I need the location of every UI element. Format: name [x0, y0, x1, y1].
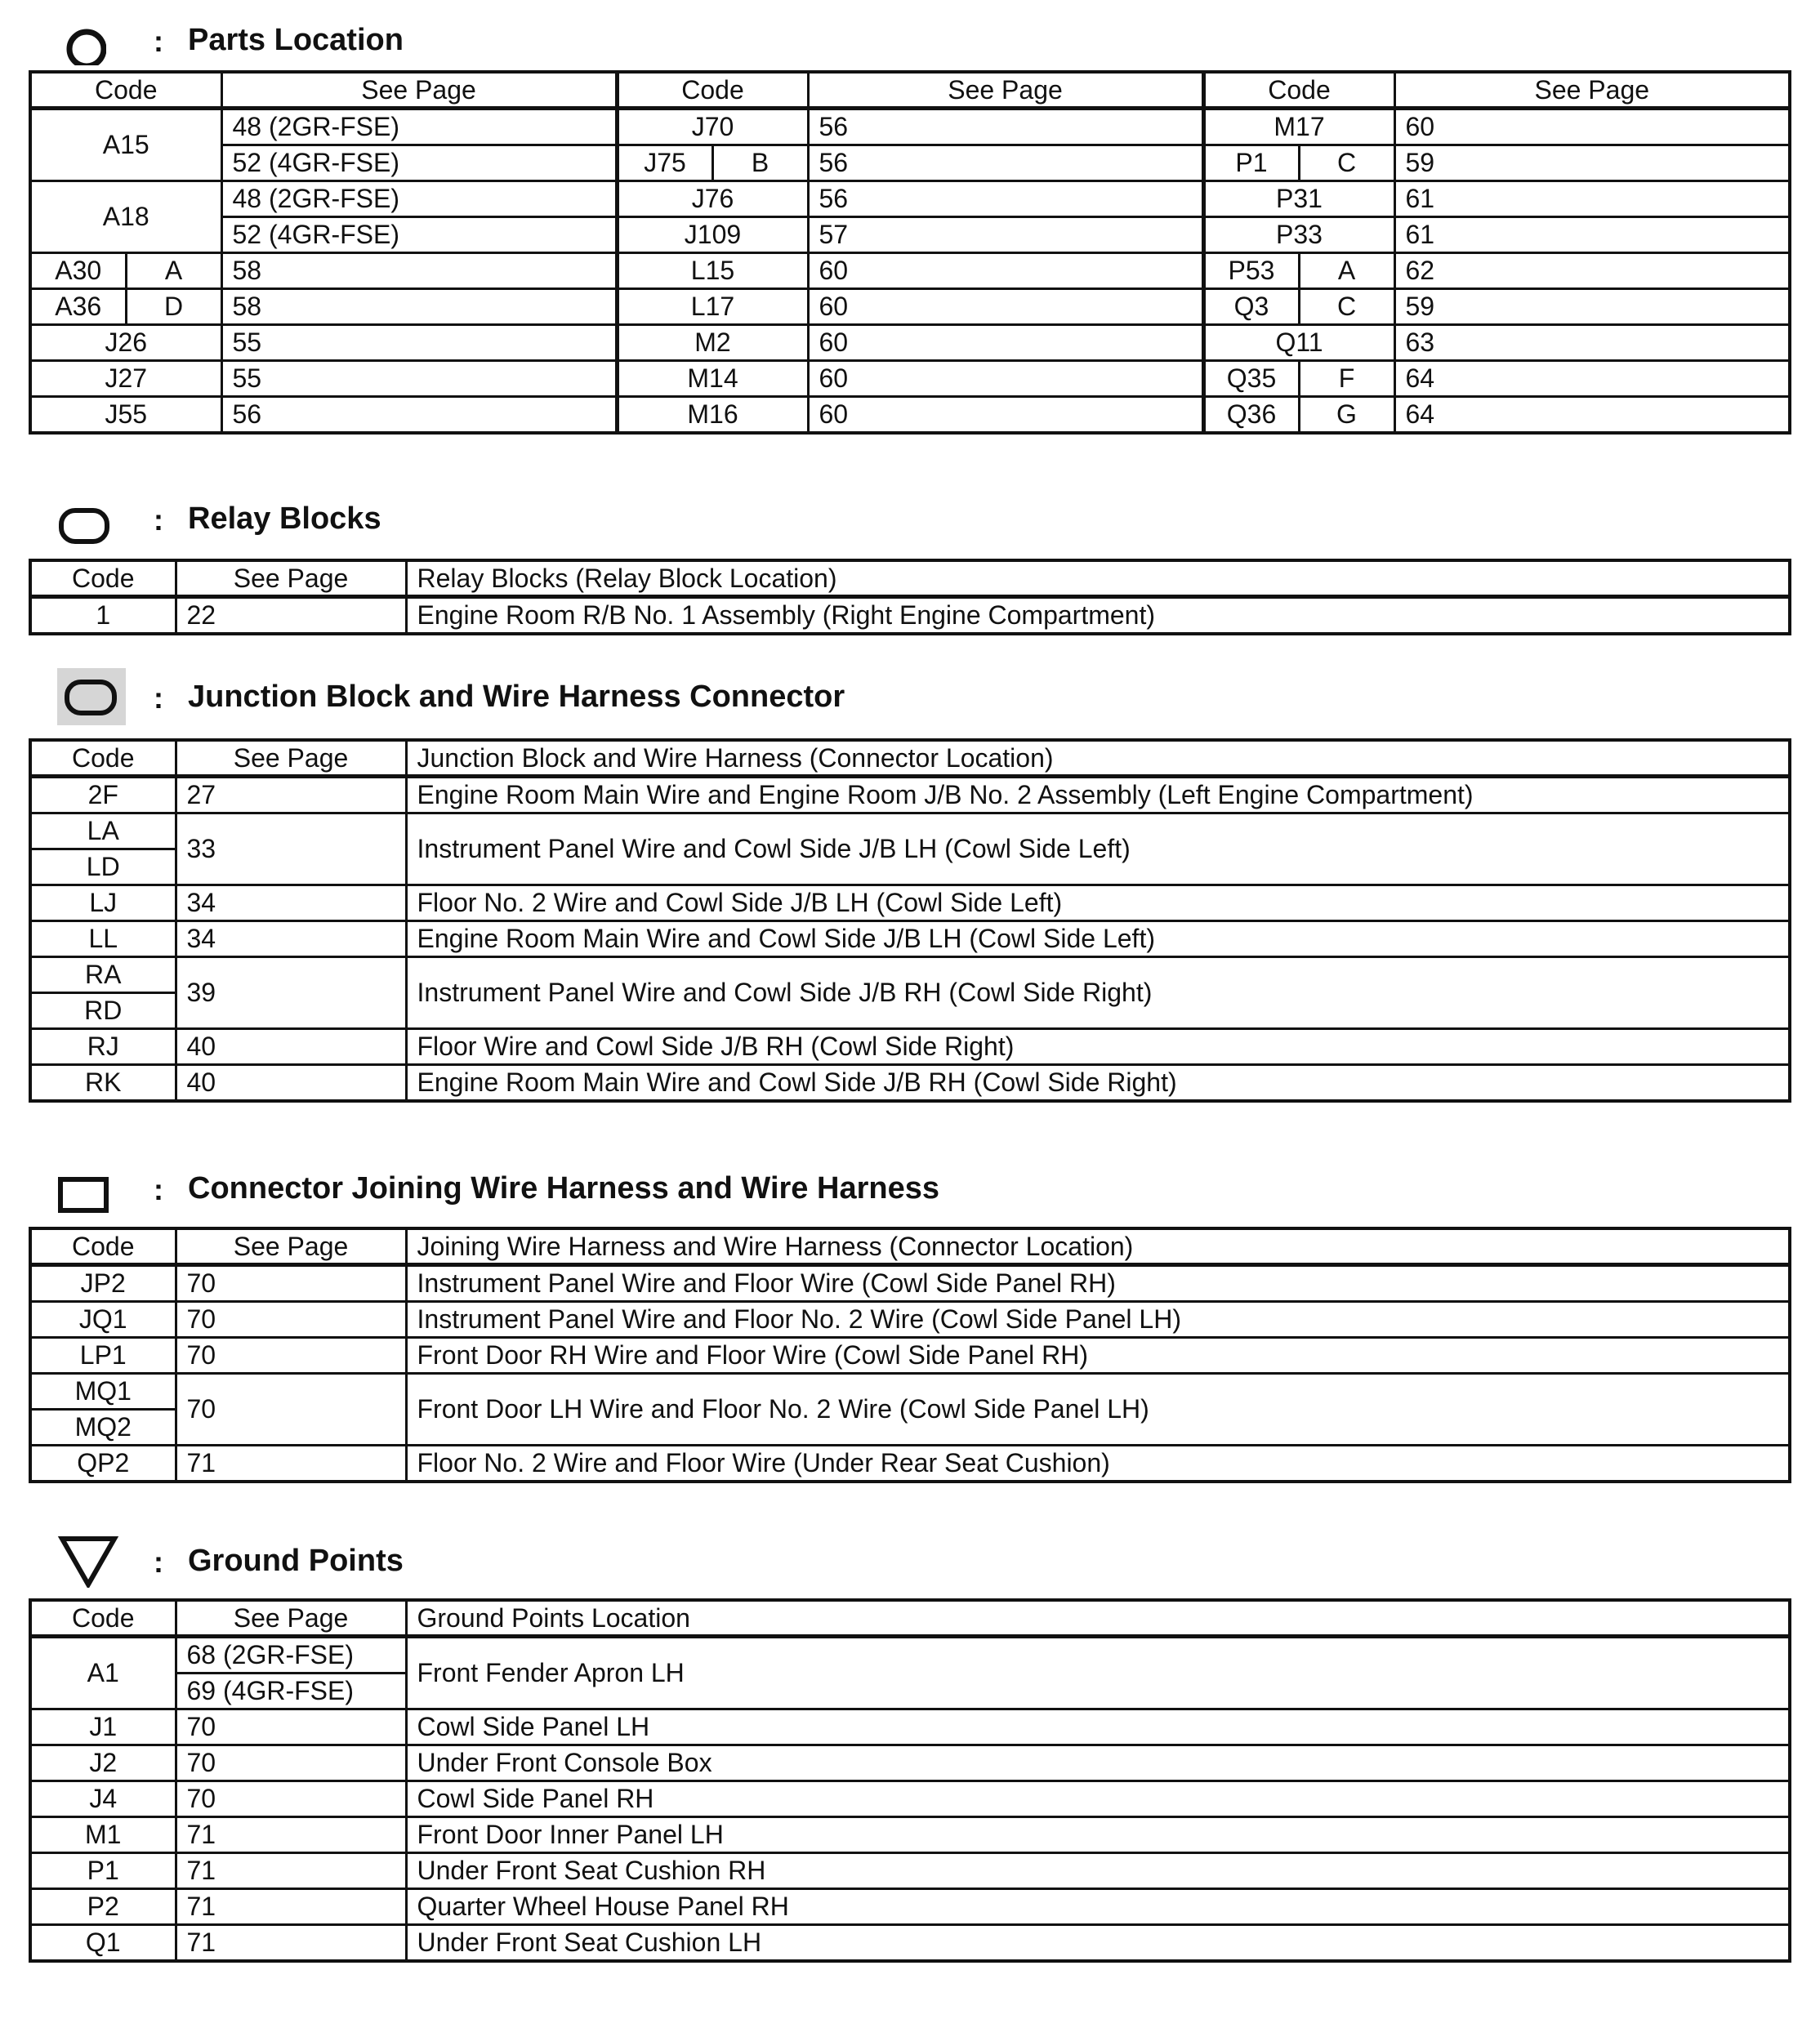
code-cell: M14: [617, 361, 808, 397]
description-cell: Instrument Panel Wire and Floor No. 2 Wire (Cowl Side Panel LH): [406, 1302, 1790, 1338]
page-cell: 70: [176, 1709, 406, 1745]
page-cell: 55: [221, 361, 617, 397]
page-cell: 27: [176, 777, 406, 813]
table-row: [30, 813, 1790, 849]
table-row: [30, 1745, 1790, 1781]
code-cell: J2: [30, 1745, 176, 1781]
header-colon: :: [154, 503, 163, 537]
page-cell: 70: [176, 1265, 406, 1302]
table-row: [30, 109, 1790, 145]
table-row: [30, 885, 1790, 921]
description-cell: Front Door LH Wire and Floor No. 2 Wire (Cowl Side Panel LH): [406, 1374, 1790, 1446]
parts-location-header: [0, 11, 1820, 69]
table-row: [30, 361, 1790, 397]
table-row: [30, 1817, 1790, 1853]
relay-blocks-header: [0, 490, 1820, 547]
page-cell: 70: [176, 1374, 406, 1446]
relay-blocks-table: [29, 559, 1791, 635]
code-cell: J4: [30, 1781, 176, 1817]
code-cell: J76: [617, 181, 808, 217]
page-cell: 33: [176, 813, 406, 885]
sub-code-cell: B: [712, 145, 808, 181]
table-row: [30, 145, 1790, 181]
code-cell: JP2: [30, 1265, 176, 1302]
connector-header: [0, 1160, 1820, 1217]
code-cell: RD: [30, 993, 176, 1029]
header-see-page: See Page: [1394, 72, 1790, 109]
table-header-row: [30, 72, 1790, 109]
section-title: Relay Blocks: [188, 501, 381, 536]
table-row: [30, 397, 1790, 434]
page-cell: 70: [176, 1745, 406, 1781]
page-cell: 56: [808, 145, 1203, 181]
page-cell: 60: [808, 325, 1203, 361]
table-row: [30, 289, 1790, 325]
code-cell: L15: [617, 253, 808, 289]
header-see-page: See Page: [176, 1600, 406, 1637]
header-code: Code: [30, 740, 176, 777]
header-code: Code: [30, 1228, 176, 1265]
table-row: [30, 957, 1790, 993]
connector-table: [29, 1227, 1791, 1483]
description-cell: Cowl Side Panel RH: [406, 1781, 1790, 1817]
page-cell: 34: [176, 921, 406, 957]
code-cell: Q11: [1203, 325, 1394, 361]
header-colon: :: [154, 1173, 163, 1206]
page-cell: 52 (4GR-FSE): [221, 145, 617, 181]
page-cell: 61: [1394, 217, 1790, 253]
table-row: [30, 1637, 1790, 1674]
code-cell: MQ2: [30, 1410, 176, 1446]
table-row: [30, 325, 1790, 361]
page-cell: 40: [176, 1065, 406, 1102]
code-cell: P31: [1203, 181, 1394, 217]
header-see-page: See Page: [176, 560, 406, 597]
header-description: Ground Points Location: [406, 1600, 1790, 1637]
header-colon: :: [154, 25, 163, 58]
code-cell: J26: [30, 325, 221, 361]
description-cell: Quarter Wheel House Panel RH: [406, 1889, 1790, 1925]
sub-code-cell: A: [126, 253, 221, 289]
page-cell: 60: [808, 253, 1203, 289]
description-cell: Under Front Seat Cushion RH: [406, 1853, 1790, 1889]
page-cell: 70: [176, 1781, 406, 1817]
page-cell: 71: [176, 1889, 406, 1925]
header-code: Code: [30, 72, 221, 109]
code-cell: 1: [30, 597, 176, 635]
header-code: Code: [617, 72, 808, 109]
code-cell: M2: [617, 325, 808, 361]
code-cell: A18: [30, 181, 221, 253]
table-row: [30, 597, 1790, 635]
code-cell: P53: [1203, 253, 1299, 289]
page-cell: 71: [176, 1817, 406, 1853]
code-cell: Q3: [1203, 289, 1299, 325]
code-cell: MQ1: [30, 1374, 176, 1410]
sub-code-cell: A: [1299, 253, 1394, 289]
page-cell: 63: [1394, 325, 1790, 361]
page-cell: 59: [1394, 145, 1790, 181]
code-cell: RJ: [30, 1029, 176, 1065]
page-cell: 70: [176, 1302, 406, 1338]
header-see-page: See Page: [808, 72, 1203, 109]
description-cell: Under Front Seat Cushion LH: [406, 1925, 1790, 1962]
table-row: [30, 1265, 1790, 1302]
header-description: Relay Blocks (Relay Block Location): [406, 560, 1790, 597]
code-cell: LP1: [30, 1338, 176, 1374]
ground-points-header: [0, 1532, 1820, 1589]
code-cell: Q36: [1203, 397, 1299, 434]
page-cell: 40: [176, 1029, 406, 1065]
description-cell: Instrument Panel Wire and Floor Wire (Cowl Side Panel RH): [406, 1265, 1790, 1302]
triangle-symbol-icon: [57, 1534, 123, 1588]
code-cell: A1: [30, 1637, 176, 1709]
page-cell: 55: [221, 325, 617, 361]
code-cell: M1: [30, 1817, 176, 1853]
page-cell: 60: [1394, 109, 1790, 145]
code-cell: Q1: [30, 1925, 176, 1962]
parts-location-table: [29, 70, 1791, 435]
sub-code-cell: C: [1299, 289, 1394, 325]
page-cell: 22: [176, 597, 406, 635]
sub-code-cell: D: [126, 289, 221, 325]
description-cell: Instrument Panel Wire and Cowl Side J/B LH (Cowl Side Left): [406, 813, 1790, 885]
code-cell: Q35: [1203, 361, 1299, 397]
section-title: Connector Joining Wire Harness and Wire Harness: [188, 1171, 939, 1206]
page-cell: 56: [221, 397, 617, 434]
code-cell: J109: [617, 217, 808, 253]
code-cell: A15: [30, 109, 221, 181]
code-cell: LA: [30, 813, 176, 849]
page-cell: 69 (4GR-FSE): [176, 1674, 406, 1709]
header-code: Code: [30, 1600, 176, 1637]
code-cell: M17: [1203, 109, 1394, 145]
code-cell: LJ: [30, 885, 176, 921]
table-row: [30, 1446, 1790, 1482]
junction-block-table: [29, 738, 1791, 1103]
header-see-page: See Page: [176, 740, 406, 777]
page-cell: 64: [1394, 397, 1790, 434]
code-cell: J27: [30, 361, 221, 397]
code-cell: L17: [617, 289, 808, 325]
header-code: Code: [30, 560, 176, 597]
page-cell: 71: [176, 1925, 406, 1962]
table-header-row: [30, 1228, 1790, 1265]
header-colon: :: [154, 681, 163, 715]
table-row: [30, 1374, 1790, 1410]
table-row: [30, 1302, 1790, 1338]
description-cell: Under Front Console Box: [406, 1745, 1790, 1781]
page-cell: 64: [1394, 361, 1790, 397]
description-cell: Engine Room Main Wire and Cowl Side J/B LH (Cowl Side Left): [406, 921, 1790, 957]
code-cell: J75: [617, 145, 712, 181]
code-cell: 2F: [30, 777, 176, 813]
code-cell: JQ1: [30, 1302, 176, 1338]
page-cell: 56: [808, 109, 1203, 145]
table-row: [30, 1029, 1790, 1065]
code-cell: J55: [30, 397, 221, 434]
page-cell: 60: [808, 397, 1203, 434]
header-see-page: See Page: [221, 72, 617, 109]
junction-block-header: [0, 668, 1820, 725]
description-cell: Engine Room Main Wire and Cowl Side J/B RH (Cowl Side Right): [406, 1065, 1790, 1102]
description-cell: Front Fender Apron LH: [406, 1637, 1790, 1709]
table-row: [30, 217, 1790, 253]
description-cell: Floor Wire and Cowl Side J/B RH (Cowl Side Right): [406, 1029, 1790, 1065]
section-title: Junction Block and Wire Harness Connector: [188, 680, 845, 714]
table-row: [30, 777, 1790, 813]
section-title: Parts Location: [188, 23, 404, 57]
code-cell: LL: [30, 921, 176, 957]
header-description: Joining Wire Harness and Wire Harness (Connector Location): [406, 1228, 1790, 1265]
rounded-rect-symbol-icon: [57, 498, 106, 544]
square-symbol-icon: [57, 1168, 106, 1214]
page-cell: 57: [808, 217, 1203, 253]
page-cell: 48 (2GR-FSE): [221, 181, 617, 217]
page-cell: 58: [221, 253, 617, 289]
page-cell: 48 (2GR-FSE): [221, 109, 617, 145]
code-cell: J70: [617, 109, 808, 145]
table-row: [30, 181, 1790, 217]
description-cell: Front Door Inner Panel LH: [406, 1817, 1790, 1853]
table-header-row: [30, 1600, 1790, 1637]
table-row: [30, 1338, 1790, 1374]
code-cell: QP2: [30, 1446, 176, 1482]
code-cell: P1: [1203, 145, 1299, 181]
description-cell: Cowl Side Panel LH: [406, 1709, 1790, 1745]
code-cell: P33: [1203, 217, 1394, 253]
ground-points-table: [29, 1598, 1791, 1963]
header-description: Junction Block and Wire Harness (Connector Location): [406, 740, 1790, 777]
page-cell: 68 (2GR-FSE): [176, 1637, 406, 1674]
section-title: Ground Points: [188, 1544, 404, 1578]
table-row: [30, 1853, 1790, 1889]
description-cell: Front Door RH Wire and Floor Wire (Cowl Side Panel RH): [406, 1338, 1790, 1374]
sub-code-cell: G: [1299, 397, 1394, 434]
header-code: Code: [1203, 72, 1394, 109]
table-row: [30, 921, 1790, 957]
shaded-rounded-rect-symbol-icon: [57, 668, 126, 725]
code-cell: P1: [30, 1853, 176, 1889]
description-cell: Floor No. 2 Wire and Floor Wire (Under Rear Seat Cushion): [406, 1446, 1790, 1482]
header-colon: :: [154, 1545, 163, 1579]
page-cell: 62: [1394, 253, 1790, 289]
table-row: [30, 1889, 1790, 1925]
page-cell: 70: [176, 1338, 406, 1374]
page-cell: 52 (4GR-FSE): [221, 217, 617, 253]
page-cell: 59: [1394, 289, 1790, 325]
code-cell: LD: [30, 849, 176, 885]
description-cell: Floor No. 2 Wire and Cowl Side J/B LH (Cowl Side Left): [406, 885, 1790, 921]
code-cell: J1: [30, 1709, 176, 1745]
page-cell: 58: [221, 289, 617, 325]
page-cell: 39: [176, 957, 406, 1029]
code-cell: A30: [30, 253, 126, 289]
description-cell: Engine Room Main Wire and Engine Room J/B No. 2 Assembly (Left Engine Compartment): [406, 777, 1790, 813]
code-cell: RK: [30, 1065, 176, 1102]
sub-code-cell: C: [1299, 145, 1394, 181]
table-row: [30, 1065, 1790, 1102]
sub-code-cell: F: [1299, 361, 1394, 397]
page-cell: 60: [808, 289, 1203, 325]
code-cell: P2: [30, 1889, 176, 1925]
page-cell: 71: [176, 1853, 406, 1889]
code-cell: A36: [30, 289, 126, 325]
page-cell: 56: [808, 181, 1203, 217]
table-row: [30, 1781, 1790, 1817]
page-cell: 71: [176, 1446, 406, 1482]
table-row: [30, 253, 1790, 289]
table-row: [30, 1709, 1790, 1745]
page-cell: 60: [808, 361, 1203, 397]
table-header-row: [30, 560, 1790, 597]
code-cell: M16: [617, 397, 808, 434]
page-cell: 61: [1394, 181, 1790, 217]
description-cell: Engine Room R/B No. 1 Assembly (Right Engine Compartment): [406, 597, 1790, 635]
circle-symbol-icon: [57, 20, 106, 65]
description-cell: Instrument Panel Wire and Cowl Side J/B RH (Cowl Side Right): [406, 957, 1790, 1029]
table-row: [30, 1925, 1790, 1962]
header-see-page: See Page: [176, 1228, 406, 1265]
code-cell: RA: [30, 957, 176, 993]
table-header-row: [30, 740, 1790, 777]
page-cell: 34: [176, 885, 406, 921]
